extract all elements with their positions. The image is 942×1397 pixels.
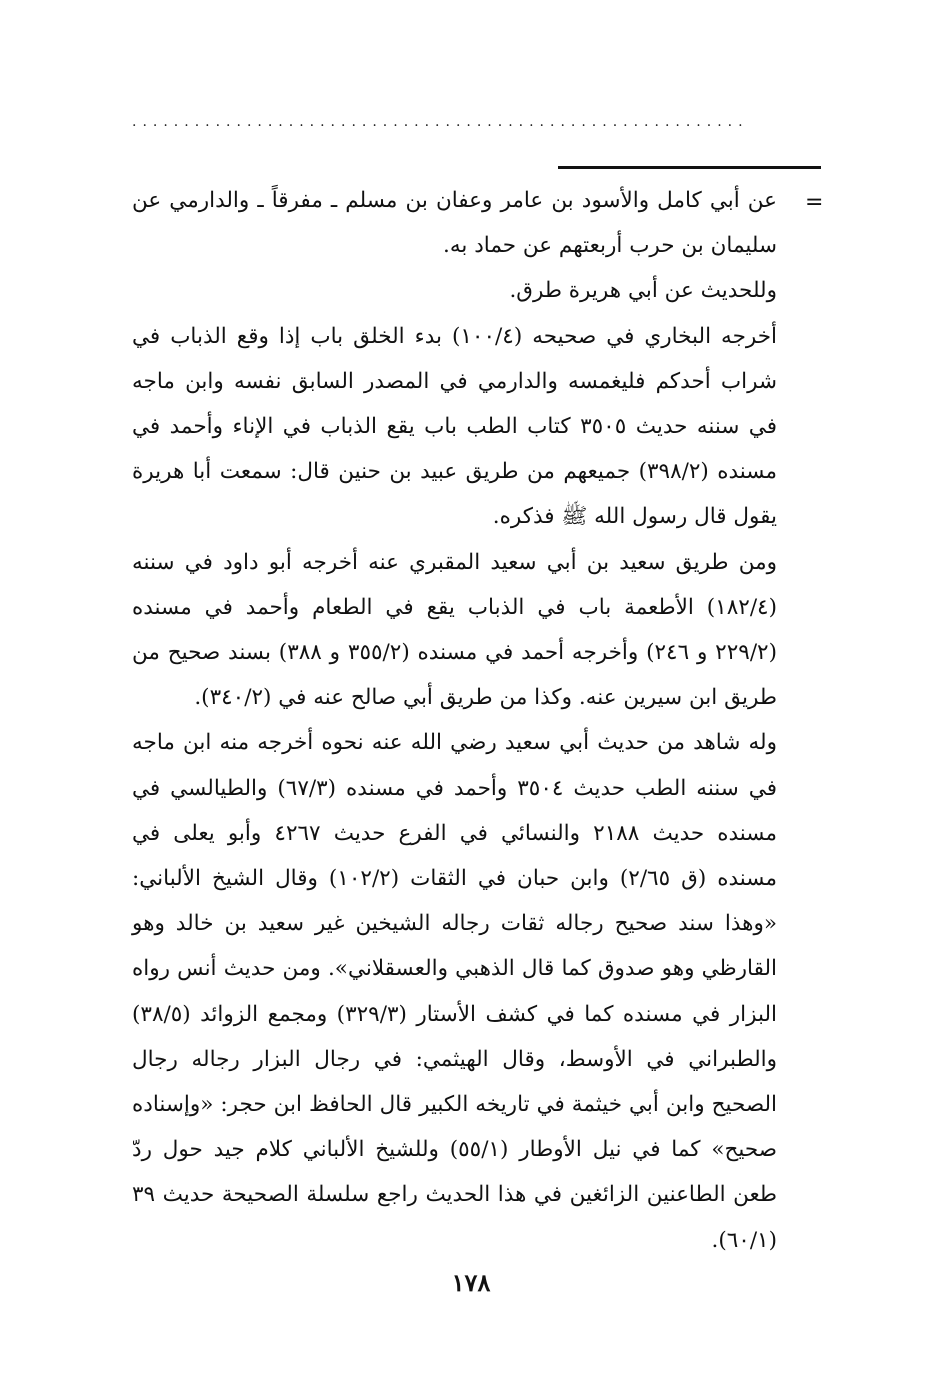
paragraph-abu-hurayra-routes: وللحديث عن أبي هريرة طرق. — [509, 278, 777, 304]
paragraph-maqburi: ومن طريق سعيد بن أبي سعيد المقبري عنه أخرجه أبو داود في سننه (١٨٢/٤) الأطعمة باب في الذباب يقع في الطعام وأحمد في مسنده (٢٢٩/٢ و ٢٤٦) وأخرجه أحمد في مسنده (٣٥٥/٢ و ٣٨٨) بسند صحيح من طريق ابن سيرين عنه. وكذا من طريق أبي صالح عنه في (٣٤٠/٢). — [132, 549, 777, 711]
page-number: ١٧٨ — [451, 1268, 491, 1297]
paragraph-bukhari: أخرجه البخاري في صحيحه (١٠٠/٤) بدء الخلق باب إذا وقع الذباب في شراب أحدكم فليغمسه والدارمي في المصدر السابق نفسه وابن ماجه في سننه حديث ٣٥٠٥ كتاب الطب باب يقع الذباب في الإناء وأحمد في مسنده (٣٩٨/٢) جميعهم من طريق عبيد بن حنين قال: سمعت أبا هريرة يقول قال رسول الله ﷺ فذكره. — [132, 323, 778, 530]
paragraph-abu-said-witness: وله شاهد من حديث أبي سعيد رضي الله عنه نحوه أخرجه منه ابن ماجه في سننه الطب حديث ٣٥٠٤ وأحمد في مسنده (٦٧/٣) والطيالسي في مسنده حديث ٢١٨٨ والنسائي في الفرع حديث ٤٢٦٧ وأبو يعلى في مسنده (ق ٢/٦٥) وابن حبان في الثقات (١٠٢/٢) وقال الشيخ الألباني: «وهذا سند صحيح رجاله ثقات رجاله الشيخين غير سعيد بن خالد وهو القارظي وهو صدوق كما قال الذهبي والعسقلاني». ومن حديث أنس رواه البزار في مسنده كما في كشف الأستار (٣٢٩/٣) ومجمع الزوائد (٣٨/٥) والطبراني في الأوسط، وقال الهيثمي: في رجال البزار رجاله رجال الصحيح وابن أبي خيثمة في تاريخه الكبير قال الحافظ ابن حجر: «وإسناده صحيح» كما في نيل الأوطار (٥٥/١) وللشيخ الألباني كلام جيد حول ردّ طعن الطاعنين الزائغين في هذا الحديث راجع سلسلة الصحيحة حديث ٣٩ (٦٠/١). — [132, 730, 777, 1253]
continuation-mark: = — [805, 190, 824, 215]
footnote-rule — [558, 166, 821, 169]
separator-dots: ........................................................... — [132, 118, 749, 126]
paragraph-continuation: عن أبي كامل والأسود بن عامر وعفان بن مسلم ـ مفرقاً ـ والدارمي عن سليمان بن حرب أربعتهم عن حماد به. — [132, 188, 777, 259]
footnote-body — [132, 178, 777, 1263]
